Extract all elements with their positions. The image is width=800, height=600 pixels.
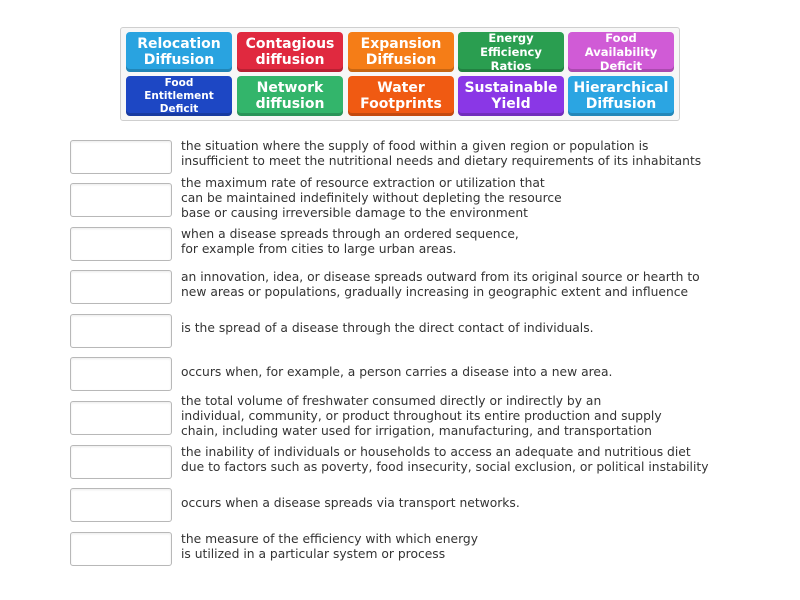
- definition-8: the inability of individuals or households to access an adequate and nutritious diet due to factors such as poverty, food insecurity, social exclusion, or political instability: [181, 445, 709, 474]
- tile-expansion-diffusion[interactable]: Expansion Diffusion: [348, 32, 454, 72]
- drop-box-1[interactable]: [70, 140, 172, 174]
- definition-9: occurs when a disease spreads via transport networks.: [181, 496, 520, 510]
- tile-food-entitlement-deficit[interactable]: Food Entitlement Deficit: [126, 76, 232, 116]
- definition-3: when a disease spreads through an ordered sequence, for example from cities to large urban areas.: [181, 227, 519, 256]
- drop-box-6[interactable]: [70, 357, 172, 391]
- definition-7: the total volume of freshwater consumed directly or indirectly by an individual, community, or product throughout its entire production and supply chain, including water used for irrigation, manufacturing, and transportation: [181, 394, 662, 438]
- drop-box-4[interactable]: [70, 270, 172, 304]
- drop-box-5[interactable]: [70, 314, 172, 348]
- drop-box-9[interactable]: [70, 488, 172, 522]
- tile-relocation-diffusion[interactable]: Relocation Diffusion: [126, 32, 232, 72]
- answer-tiles-panel: [120, 27, 680, 121]
- tile-sustainable-yield[interactable]: Sustainable Yield: [458, 76, 564, 116]
- definition-5: is the spread of a disease through the direct contact of individuals.: [181, 321, 594, 335]
- tile-contagious-diffusion[interactable]: Contagious diffusion: [237, 32, 343, 72]
- drop-box-7[interactable]: [70, 401, 172, 435]
- drop-box-10[interactable]: [70, 532, 172, 566]
- drop-box-8[interactable]: [70, 445, 172, 479]
- tile-energy-efficiency-ratios[interactable]: Energy Efficiency Ratios: [458, 32, 564, 72]
- definition-6: occurs when, for example, a person carries a disease into a new area.: [181, 365, 613, 379]
- tile-food-availability-deficit[interactable]: Food Availability Deficit: [568, 32, 674, 72]
- definition-10: the measure of the efficiency with which energy is utilized in a particular system or process: [181, 532, 478, 561]
- tile-water-footprints[interactable]: Water Footprints: [348, 76, 454, 116]
- definition-1: the situation where the supply of food within a given region or population is insufficient to meet the nutritional needs and dietary requirements of its inhabitants: [181, 139, 702, 168]
- definition-4: an innovation, idea, or disease spreads outward from its original source or hearth to new areas or populations, gradually increasing in geographic extent and influence: [181, 270, 700, 299]
- definition-2: the maximum rate of resource extraction or utilization that can be maintained indefinitely without depleting the resource base or causing irreversible damage to the environment: [181, 176, 562, 220]
- tile-network-diffusion[interactable]: Network diffusion: [237, 76, 343, 116]
- drop-box-2[interactable]: [70, 183, 172, 217]
- tile-hierarchical-diffusion[interactable]: Hierarchical Diffusion: [568, 76, 674, 116]
- drop-box-3[interactable]: [70, 227, 172, 261]
